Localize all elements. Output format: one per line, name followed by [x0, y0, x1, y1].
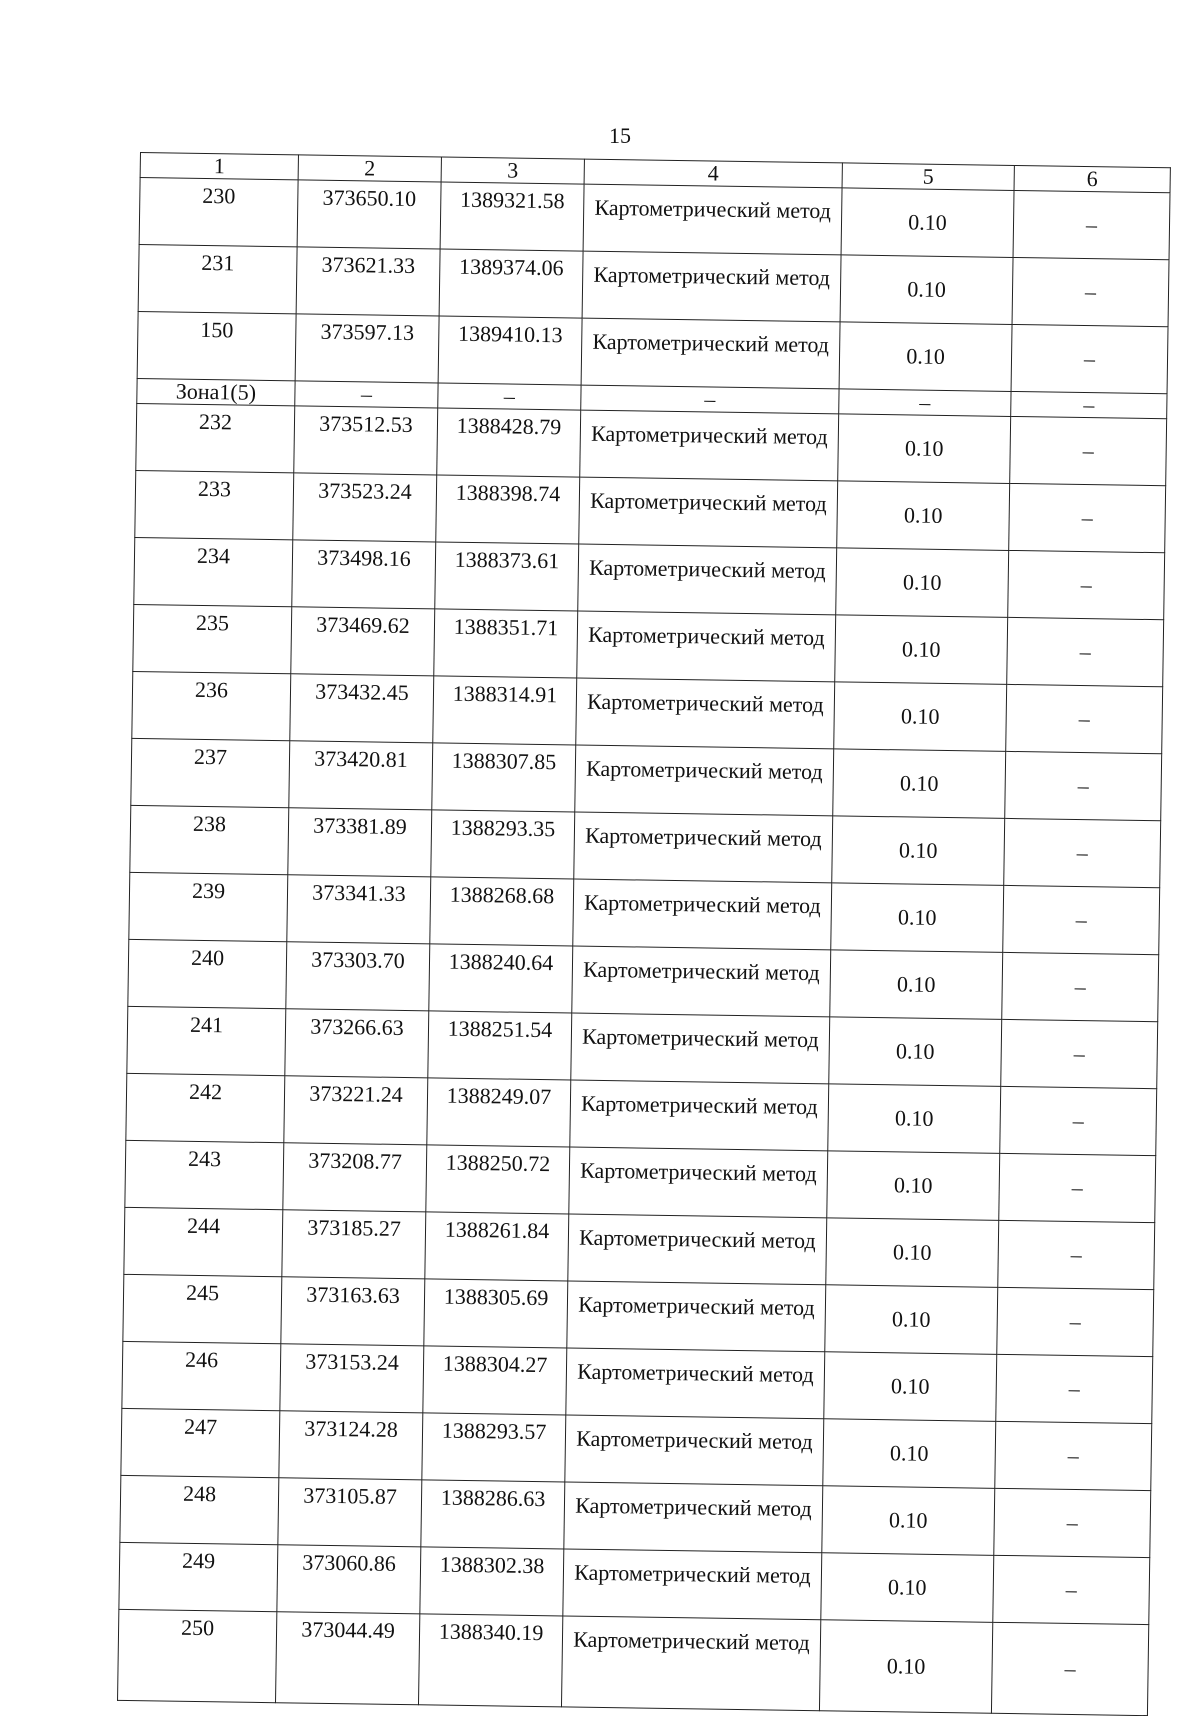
table-cell-col-2: 373303.70 [286, 942, 430, 1011]
table-cell-col-5: 0.10 [829, 1017, 1002, 1087]
table-cell-col-3: 1388293.35 [431, 810, 575, 879]
table-cell-col-4: Картометрический метод [568, 1214, 827, 1285]
table-cell-col-2: 373060.86 [277, 1545, 421, 1614]
table-cell-col-2: 373163.63 [281, 1277, 425, 1346]
header-cell-1: 1 [140, 153, 298, 180]
table-cell-col-3: 1388314.91 [433, 676, 577, 745]
table-cell-col-6: – [1000, 1086, 1157, 1155]
table-cell-col-5: 0.10 [838, 414, 1011, 484]
table-cell-col-2: 373266.63 [285, 1009, 429, 1078]
table-cell-col-4: Картометрический метод [564, 1482, 823, 1553]
table-cell-col-6: – [1004, 818, 1161, 887]
table-cell-col-3: 1388268.68 [430, 877, 574, 946]
table-cell-col-1: 246 [122, 1341, 281, 1410]
table-cell-col-2: 373153.24 [280, 1344, 424, 1413]
table-cell-col-4: Картометрический метод [567, 1281, 826, 1352]
table-cell-col-3: 1388398.74 [436, 475, 580, 544]
table-cell-col-1: 244 [124, 1207, 283, 1276]
table-cell-col-2: 373044.49 [276, 1612, 420, 1705]
header-cell-3: 3 [441, 157, 584, 184]
table-cell-col-1: 230 [139, 178, 298, 247]
table-cell-col-5: 0.10 [828, 1084, 1001, 1154]
table-cell-col-3: 1388240.64 [429, 944, 573, 1013]
table-cell-col-6: – [1003, 885, 1160, 954]
table-cell-col-1: 249 [119, 1542, 278, 1611]
table-cell-col-5: 0.10 [819, 1620, 992, 1714]
table-cell-col-5: 0.10 [841, 188, 1014, 258]
table-cell-col-5: 0.10 [821, 1553, 994, 1623]
table-cell-col-1: 150 [137, 311, 296, 380]
table-cell-col-3: 1388249.07 [427, 1078, 571, 1147]
table-cell-col-2: 373124.28 [279, 1411, 423, 1480]
table-cell-col-2: 373208.77 [283, 1143, 427, 1212]
table-cell-col-4: Картометрический метод [569, 1147, 828, 1218]
table-cell-col-3: 1388286.63 [421, 1480, 565, 1549]
zone-cell-col-5: – [839, 389, 1011, 417]
table-cell-col-6: – [998, 1220, 1155, 1289]
table-cell-col-1: 243 [125, 1140, 284, 1209]
table-cell-col-3: 1388307.85 [432, 743, 576, 812]
table-cell-col-4: Картометрический метод [565, 1415, 824, 1486]
table-cell-col-1: 231 [138, 244, 297, 313]
zone-cell-col-4: – [581, 385, 839, 414]
table-cell-col-5: 0.10 [825, 1285, 998, 1355]
table-cell-col-6: – [1006, 684, 1163, 753]
table-cell-col-5: 0.10 [832, 816, 1005, 886]
table-cell-col-1: 234 [134, 537, 293, 606]
table-cell-col-3: 1388428.79 [437, 408, 581, 477]
table-cell-col-3: 1388302.38 [420, 1547, 564, 1616]
table-cell-col-4: Картометрический метод [576, 678, 835, 749]
table-cell-col-4: Картометрический метод [573, 879, 832, 950]
table-cell-col-1: 248 [120, 1475, 279, 1544]
table-cell-col-4: Картометрический метод [581, 318, 840, 389]
table-cell-col-2: 373432.45 [290, 674, 434, 743]
table-cell-col-3: 1388261.84 [425, 1212, 569, 1281]
table-cell-col-4: Картометрический метод [572, 946, 831, 1017]
table-cell-col-4: Картометрический метод [582, 251, 841, 322]
table-cell-col-4: Картометрический метод [561, 1616, 820, 1711]
zone-cell-col-3: – [438, 383, 581, 410]
table-cell-col-4: Картометрический метод [583, 184, 842, 255]
header-cell-2: 2 [298, 155, 441, 182]
table-cell-col-3: 1388305.69 [424, 1279, 568, 1348]
table-cell-col-6: – [1013, 190, 1170, 259]
table-cell-col-6: – [996, 1354, 1153, 1423]
table-cell-col-4: Картометрический метод [579, 477, 838, 548]
table-cell-col-2: 373523.24 [293, 473, 437, 542]
table-cell-col-1: 240 [128, 939, 287, 1008]
zone-cell-col-2: – [295, 381, 438, 408]
table-cell-col-5: 0.10 [826, 1218, 999, 1288]
table-cell-col-3: 1389321.58 [440, 182, 584, 251]
table-cell-col-2: 373597.13 [295, 314, 439, 383]
table-cell-col-4: Картометрический метод [571, 1013, 830, 1084]
table-cell-col-6: – [1005, 751, 1162, 820]
table-cell-col-2: 373621.33 [296, 247, 440, 316]
table-cell-col-3: 1388251.54 [428, 1011, 572, 1080]
table-cell-col-2: 373185.27 [282, 1210, 426, 1279]
table-cell-col-3: 1388373.61 [435, 542, 579, 611]
table-cell-col-2: 373341.33 [287, 875, 431, 944]
table-cell-col-6: – [1007, 617, 1164, 686]
table-cell-col-6: – [993, 1555, 1150, 1624]
table-cell-col-5: 0.10 [833, 749, 1006, 819]
table-cell-col-6: – [1012, 257, 1169, 326]
table-cell-col-1: 235 [133, 604, 292, 673]
page-number: 15 [609, 123, 631, 148]
table-cell-col-1: 232 [136, 403, 295, 472]
header-cell-6: 6 [1014, 165, 1170, 192]
table-cell-col-5: 0.10 [822, 1486, 995, 1556]
table-cell-col-4: Картометрический метод [566, 1348, 825, 1419]
table-cell-col-4: Картометрический метод [575, 745, 834, 816]
table-cell-col-2: 373650.10 [297, 180, 441, 249]
table-cell-col-4: Картометрический метод [580, 410, 839, 481]
table-cell-col-6: – [1011, 324, 1168, 393]
table-cell-col-6: – [1001, 1019, 1158, 1088]
table-cell-col-3: 1388293.57 [422, 1413, 566, 1482]
table-cell-col-2: 373512.53 [294, 406, 438, 475]
table-cell-col-1: 247 [121, 1408, 280, 1477]
table-cell-col-2: 373221.24 [284, 1076, 428, 1145]
table-cell-col-6: – [997, 1287, 1154, 1356]
coordinates-table [117, 152, 1171, 1716]
table-cell-col-6: – [1008, 550, 1165, 619]
table-cell-col-2: 373105.87 [278, 1478, 422, 1547]
table-cell-col-5: 0.10 [831, 883, 1004, 953]
table-cell-col-6: – [1010, 416, 1167, 485]
table-cell-col-3: 1388340.19 [418, 1614, 562, 1707]
table-cell-col-3: 1389374.06 [439, 249, 583, 318]
table-cell-col-6: – [994, 1488, 1151, 1557]
table-cell-col-1: 237 [131, 738, 290, 807]
table-cell-col-2: 373469.62 [291, 607, 435, 676]
table-cell-col-3: 1388304.27 [423, 1346, 567, 1415]
table-cell-col-5: 0.10 [827, 1151, 1000, 1221]
table-cell-col-1: 245 [123, 1274, 282, 1343]
zone-cell-col-6: – [1011, 391, 1167, 418]
table-cell-col-3: 1389410.13 [438, 316, 582, 385]
table-cell-col-6: – [999, 1153, 1156, 1222]
table-cell-col-5: 0.10 [834, 682, 1007, 752]
table-cell-col-4: Картометрический метод [578, 544, 837, 615]
table-cell-col-1: 239 [129, 872, 288, 941]
table-cell-col-1: 233 [135, 470, 294, 539]
coordinates-table-container [117, 152, 1170, 1716]
table-cell-col-6: – [991, 1622, 1148, 1715]
table-cell-col-1: 242 [126, 1073, 285, 1142]
header-cell-4: 4 [584, 159, 842, 188]
table-cell-col-5: 0.10 [837, 481, 1010, 551]
table-cell-col-5: 0.10 [830, 950, 1003, 1020]
table-cell-col-3: 1388250.72 [426, 1145, 570, 1214]
table-cell-col-2: 373420.81 [289, 741, 433, 810]
table-cell-col-6: – [1009, 483, 1166, 552]
table-cell-col-6: – [1002, 952, 1159, 1021]
table-cell-col-1: 236 [132, 671, 291, 740]
table-cell-col-4: Картометрический метод [577, 611, 836, 682]
table-cell-col-5: 0.10 [823, 1419, 996, 1489]
table-cell-col-2: 373381.89 [288, 808, 432, 877]
table-cell-col-3: 1388351.71 [434, 609, 578, 678]
table-row [118, 1609, 1149, 1715]
table-cell-col-1: 250 [118, 1609, 277, 1702]
table-cell-col-6: – [995, 1421, 1152, 1490]
table-cell-col-2: 373498.16 [292, 540, 436, 609]
table-cell-col-5: 0.10 [824, 1352, 997, 1422]
table-cell-col-1: 241 [127, 1006, 286, 1075]
table-cell-col-4: Картометрический метод [570, 1080, 829, 1151]
table-cell-col-5: 0.10 [840, 255, 1013, 325]
table-cell-col-4: Картометрический метод [574, 812, 833, 883]
table-body [118, 178, 1170, 1716]
table-cell-col-1: 238 [130, 805, 289, 874]
table-cell-col-5: 0.10 [839, 322, 1012, 392]
zone-cell-col-1: Зона1(5) [137, 378, 295, 405]
table-cell-col-4: Картометрический метод [563, 1549, 822, 1620]
table-cell-col-5: 0.10 [836, 548, 1009, 618]
table-cell-col-5: 0.10 [835, 615, 1008, 685]
header-cell-5: 5 [842, 163, 1014, 191]
